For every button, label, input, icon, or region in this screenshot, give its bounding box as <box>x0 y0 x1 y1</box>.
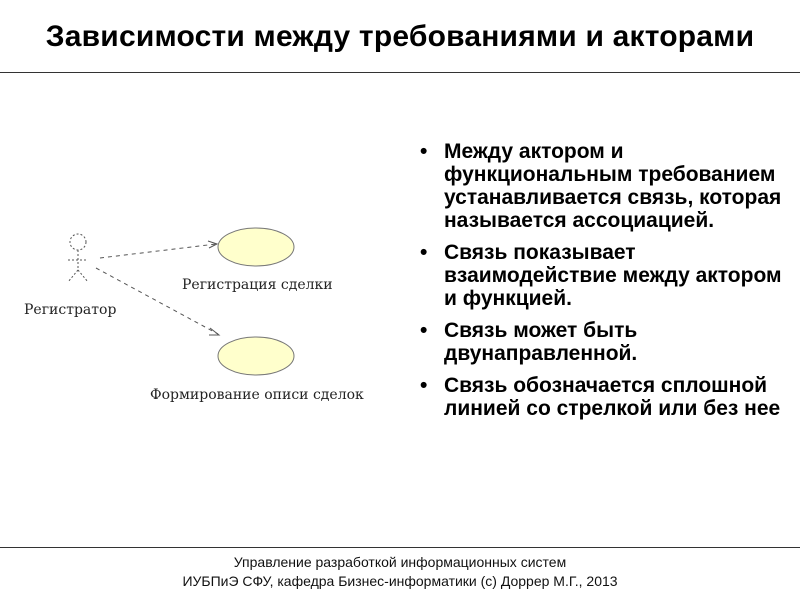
actor-left-leg <box>68 270 78 282</box>
slide-title: Зависимости между требованиями и акторами <box>45 20 755 53</box>
association-1 <box>100 241 217 258</box>
footer-divider <box>0 547 800 548</box>
bullet-list <box>418 140 788 429</box>
footer-line-2: ИУБПиЭ СФУ, кафедра Бизнес-информатики (с) Доррер М.Г., 2013 <box>182 573 618 589</box>
bullet-item <box>418 319 788 365</box>
actor-head <box>70 234 86 250</box>
bullet-item <box>418 140 788 232</box>
arrowhead-icon <box>209 328 219 335</box>
actor-label: Регистратор <box>24 302 117 318</box>
title-divider <box>0 72 800 73</box>
bullet-marker: • <box>420 241 428 264</box>
use-case-2-label: Формирование описи сделок <box>150 387 364 403</box>
bullet-item <box>418 241 788 310</box>
bullet-marker: • <box>420 140 428 163</box>
bullet-text: Связь показывает взаимодействие между актором и функцией. <box>444 241 782 310</box>
bullet-text: Связь обозначается сплошной линией со стрелкой или без нее <box>444 374 781 420</box>
bullet-text: Связь может быть двунаправленной. <box>444 319 638 365</box>
bullet-marker: • <box>420 319 428 342</box>
use-case-2-ellipse <box>218 337 294 375</box>
bullet-marker: • <box>420 374 428 397</box>
actor-icon <box>68 234 88 282</box>
footer <box>0 553 800 591</box>
use-case-1-ellipse <box>218 228 294 266</box>
use-case-1-label: Регистрация сделки <box>182 277 333 293</box>
bullet-item <box>418 374 788 420</box>
actor-right-leg <box>78 270 88 282</box>
use-case-diagram <box>20 220 390 420</box>
bullet-text: Между актором и функциональным требованием устанавливается связь, которая называется ассоциацией. <box>444 140 782 232</box>
footer-line-1: Управление разработкой информационных систем <box>233 554 567 570</box>
